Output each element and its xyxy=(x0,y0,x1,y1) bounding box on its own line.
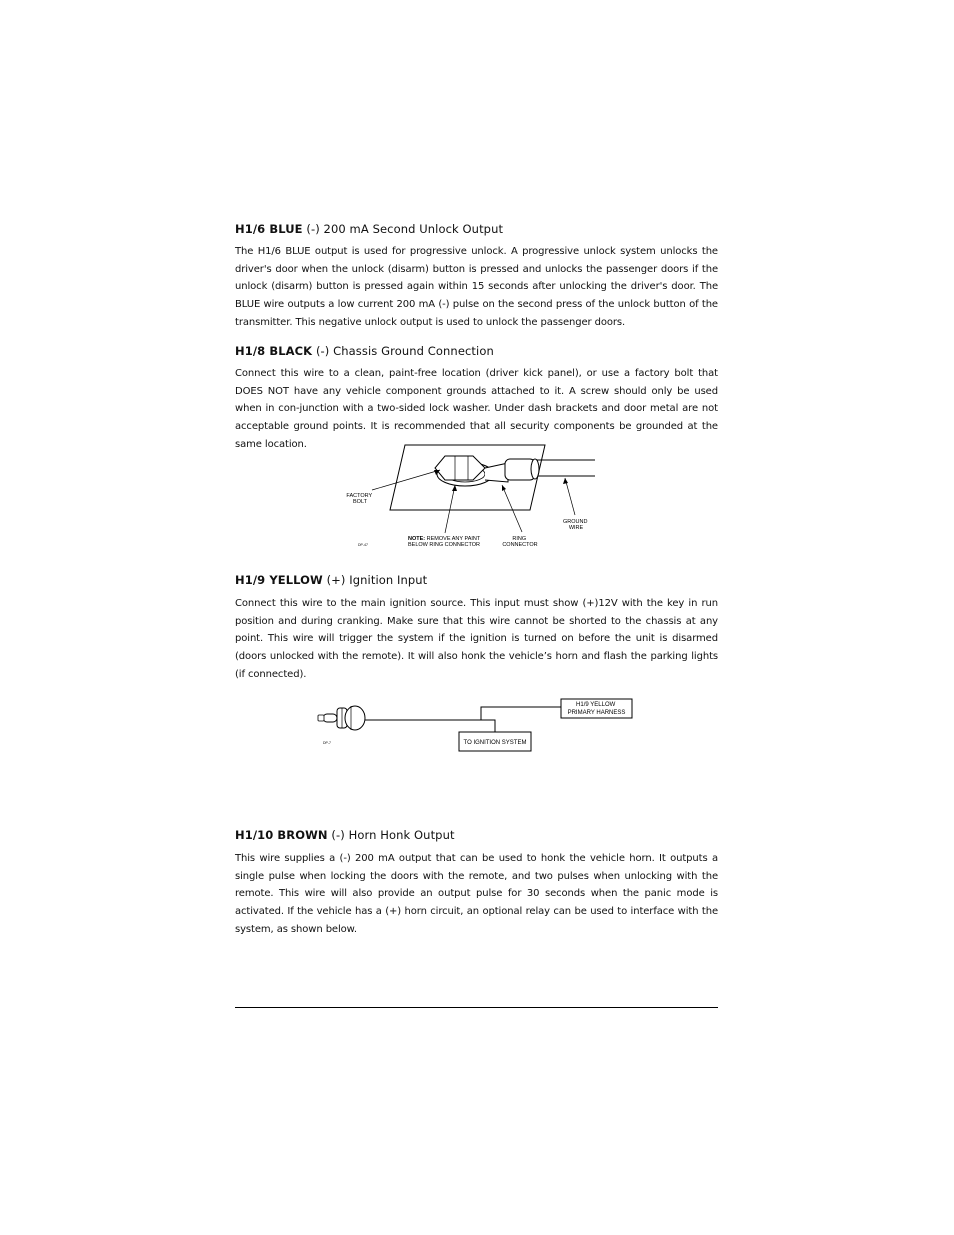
note-label: NOTE: REMOVE ANY PAINT BELOW RING CONNECTOR xyxy=(408,536,481,548)
ignition-diagram xyxy=(315,690,640,760)
ignition-key-icon xyxy=(318,706,365,730)
section-heading-brown xyxy=(235,828,455,842)
section-body-brown: This wire supplies a (-) 200 mA output that can be used to honk the vehicle horn. It outputs a single pulse when locking the doors with the remote, and two pulses when unlocking with the remote. This wire will also provide an output pulse for 30 seconds when the panic mode is activated. If the vehicle has a (+) horn circuit, an optional relay can be used to interface with the system, as shown below. xyxy=(235,853,718,935)
wire-code: H1/9 YELLOW xyxy=(235,573,323,587)
ring-connector-label: RING CONNECTOR xyxy=(502,536,538,548)
wire-description: (-) Chassis Ground Connection xyxy=(315,344,494,358)
footer-rule xyxy=(235,1007,718,1008)
crimp-sleeve xyxy=(505,459,535,480)
wire-description: (-) Horn Honk Output xyxy=(331,828,455,842)
section-heading-blue xyxy=(235,222,503,236)
ground-connection-diagram xyxy=(330,440,610,555)
wire-code: H1/6 BLUE xyxy=(235,222,303,236)
wire-code: H1/8 BLACK xyxy=(235,344,313,358)
wire-description: (+) Ignition Input xyxy=(326,573,428,587)
section-body-black: Connect this wire to a clean, paint-free location (driver kick panel), or use a factory bolt that DOES NOT have any vehicle component grounds attached to it. A screw should only be used when in con-junction with a two-sided lock washer. Under dash brackets and door metal are not acceptable ground points. It is recommended that all security components be grounded at the same location. xyxy=(235,368,718,450)
harness-label: H1/9 YELLOW PRIMARY HARNESS xyxy=(567,702,626,716)
section-heading-yellow xyxy=(235,573,427,587)
factory-bolt-label: FACTORY BOLT xyxy=(346,493,373,505)
ignition-system-label: TO IGNITION SYSTEM xyxy=(463,740,527,746)
ground-wire-label: GROUND WIRE xyxy=(563,519,588,531)
section-body-yellow: Connect this wire to the main ignition source. This input must show (+)12V with the key in run position and during cranking. Make sure that this wire cannot be shorted to the chassis at any point. This wire will trigger the system if the ignition is turned on before the unit is disarmed (doors unlocked with the remote). It will also honk the vehicle’s horn and flash the parking lights (if connected). xyxy=(235,598,718,680)
section-body-blue: The H1/6 BLUE output is used for progressive unlock. A progressive unlock system unlocks the driver's door when the unlock (disarm) button is pressed and unlocks the passenger doors if the unlock (disarm) button is pressed again within 15 seconds after unlocking the driver's door. The BLUE wire outputs a low current 200 mA (-) pulse on the second press of the unlock button of the transmitter. This negative unlock output is used to unlock the passenger doors. xyxy=(235,246,718,328)
section-heading-black xyxy=(235,344,494,358)
wire-line xyxy=(365,707,561,720)
wire-code: H1/10 BROWN xyxy=(235,828,328,842)
figure-id: DP-47 xyxy=(358,543,368,547)
wire-description: (-) 200 mA Second Unlock Output xyxy=(306,222,504,236)
figure-id: DP-7 xyxy=(323,741,331,745)
branch-line xyxy=(481,720,495,732)
